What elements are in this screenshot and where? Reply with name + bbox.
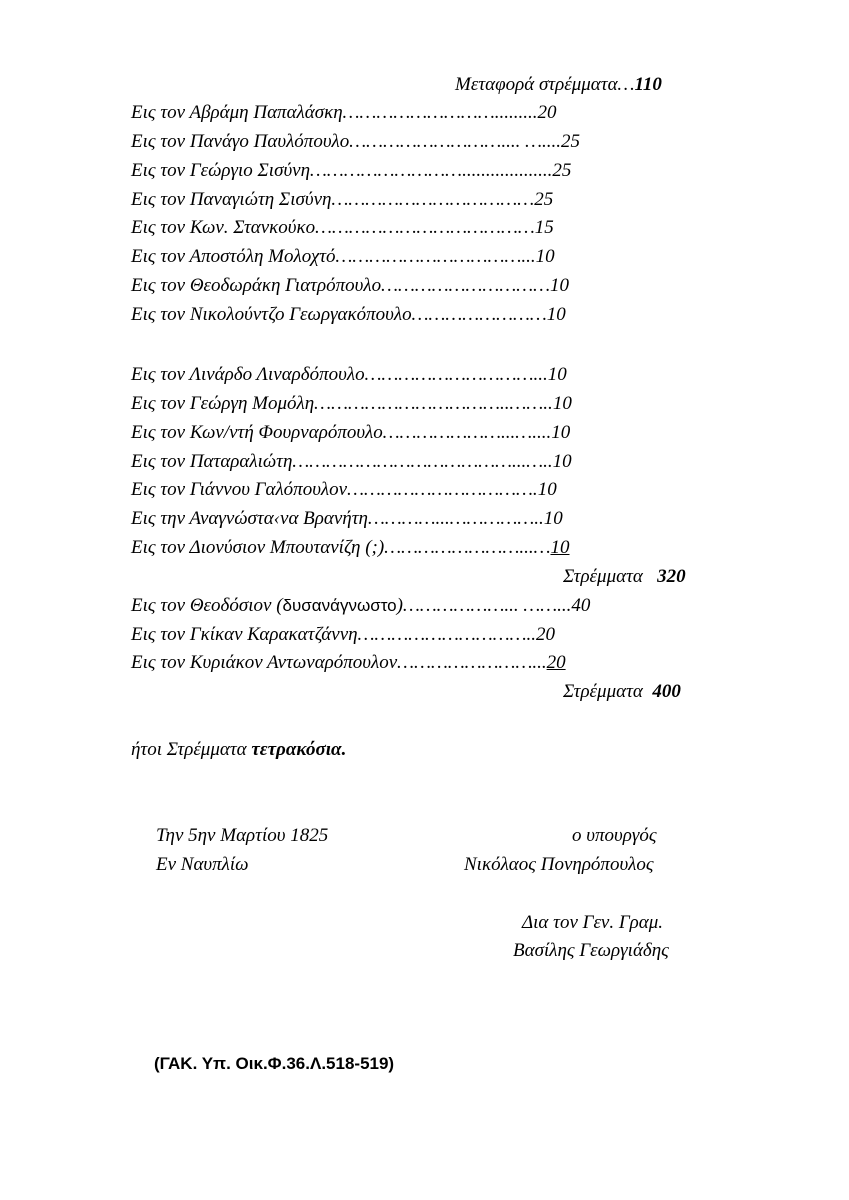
value: 10 [551, 422, 571, 443]
list-item: Εις τον Αβράμη Παπαλάσκη……………………….........20 [131, 102, 557, 123]
list-item: Εις τον Γεώργιο Σισύνη………………………...................25 [131, 160, 572, 181]
total-value: 400 [652, 681, 681, 702]
subtotal-label: Στρέμματα [563, 566, 643, 587]
list-item: Εις τον Παναγιώτη Σισύνη………………………………25 [131, 189, 554, 210]
list-item: Εις τον Αποστόλη Μολοχτό……………………………...10 [131, 246, 555, 267]
value: 10 [552, 451, 572, 472]
value: 20 [537, 102, 557, 123]
place-line: Εν Ναυπλίω [156, 854, 249, 875]
subtotal-line [563, 565, 686, 589]
value: 10 [550, 537, 570, 558]
date-line: Την 5ην Μαρτίου 1825 [156, 825, 329, 846]
list-item: Εις τον Γεώργη Μομόλη……………………………..……..10 [131, 393, 572, 414]
summary-line: ήτοι Στρέμματα τετρακόσια. [131, 739, 347, 760]
illegible-note: δυσανάγνωστο [282, 596, 397, 615]
list-item: Εις τον Γιάννου Γαλόπουλον…………………………….10 [131, 479, 557, 500]
list-item: Εις τον Νικολούντζο Γεωργακόπουλο……………………10 [131, 304, 566, 325]
value: 20 [536, 624, 556, 645]
value: 10 [546, 304, 566, 325]
source-reference: (ΓΑΚ. Υπ. Οικ.Φ.36.Λ.518-519) [154, 1054, 395, 1073]
value: 20 [546, 652, 566, 673]
value: 25 [560, 131, 580, 152]
list-item: Εις τον Διονύσιον Μπουτανίζη (;)……………………...…10 [131, 537, 570, 558]
carry-value: 110 [634, 74, 662, 95]
value: 40 [571, 595, 591, 616]
value: 15 [534, 217, 554, 238]
list-item: Εις τον Θεοδωράκη Γιατρόπουλο…………………………10 [131, 275, 570, 296]
list-item: Εις τον Γκίκαν Καρακατζάννη…………………………..20 [131, 624, 556, 645]
summary-word: τετρακόσια. [251, 739, 347, 760]
value: 10 [543, 508, 563, 529]
secretary-title: Δια τον Γεν. Γραμ. [522, 912, 664, 933]
total-line [563, 680, 681, 704]
total-label: Στρέμματα [563, 681, 643, 702]
value: 25 [552, 160, 572, 181]
list-item: Εις την Αναγνώστα‹να Βρανήτη…………...……………..10 [131, 508, 563, 529]
list-item: Εις τον Λινάρδο Λιναρδόπουλο…………………………...10 [131, 364, 567, 385]
list-item: Εις τον Κυριάκον Αντωναρόπουλον……………………...20 [131, 652, 566, 673]
minister-title: ο υπουργός [572, 825, 657, 846]
list-item: Εις τον Κων. Στανκούκο…………………………………15 [131, 217, 554, 238]
secretary-name: Βασίλης Γεωργιάδης [513, 940, 669, 961]
subtotal-value: 320 [657, 566, 686, 587]
carry-label: Μεταφορά στρέμματα… [455, 74, 635, 95]
value: 10 [535, 246, 555, 267]
value: 10 [552, 393, 572, 414]
minister-name: Νικόλαος Πονηρόπουλος [464, 854, 654, 875]
list-item: Εις τον Πανάγο Παυλόπουλο……………………….... …....25 [131, 131, 580, 152]
value: 10 [537, 479, 557, 500]
list-item: Εις τον Θεοδόσιον (δυσανάγνωστο)………………... ……...40 [131, 595, 591, 616]
carry-line [455, 73, 662, 97]
value: 25 [534, 189, 554, 210]
list-item: Εις τον Παταραλιώτη…………………………………...…..10 [131, 451, 572, 472]
list-item: Εις τον Κων/ντή Φουρναρόπουλο…………………...…....10 [131, 422, 571, 443]
value: 10 [550, 275, 570, 296]
value: 10 [547, 364, 567, 385]
